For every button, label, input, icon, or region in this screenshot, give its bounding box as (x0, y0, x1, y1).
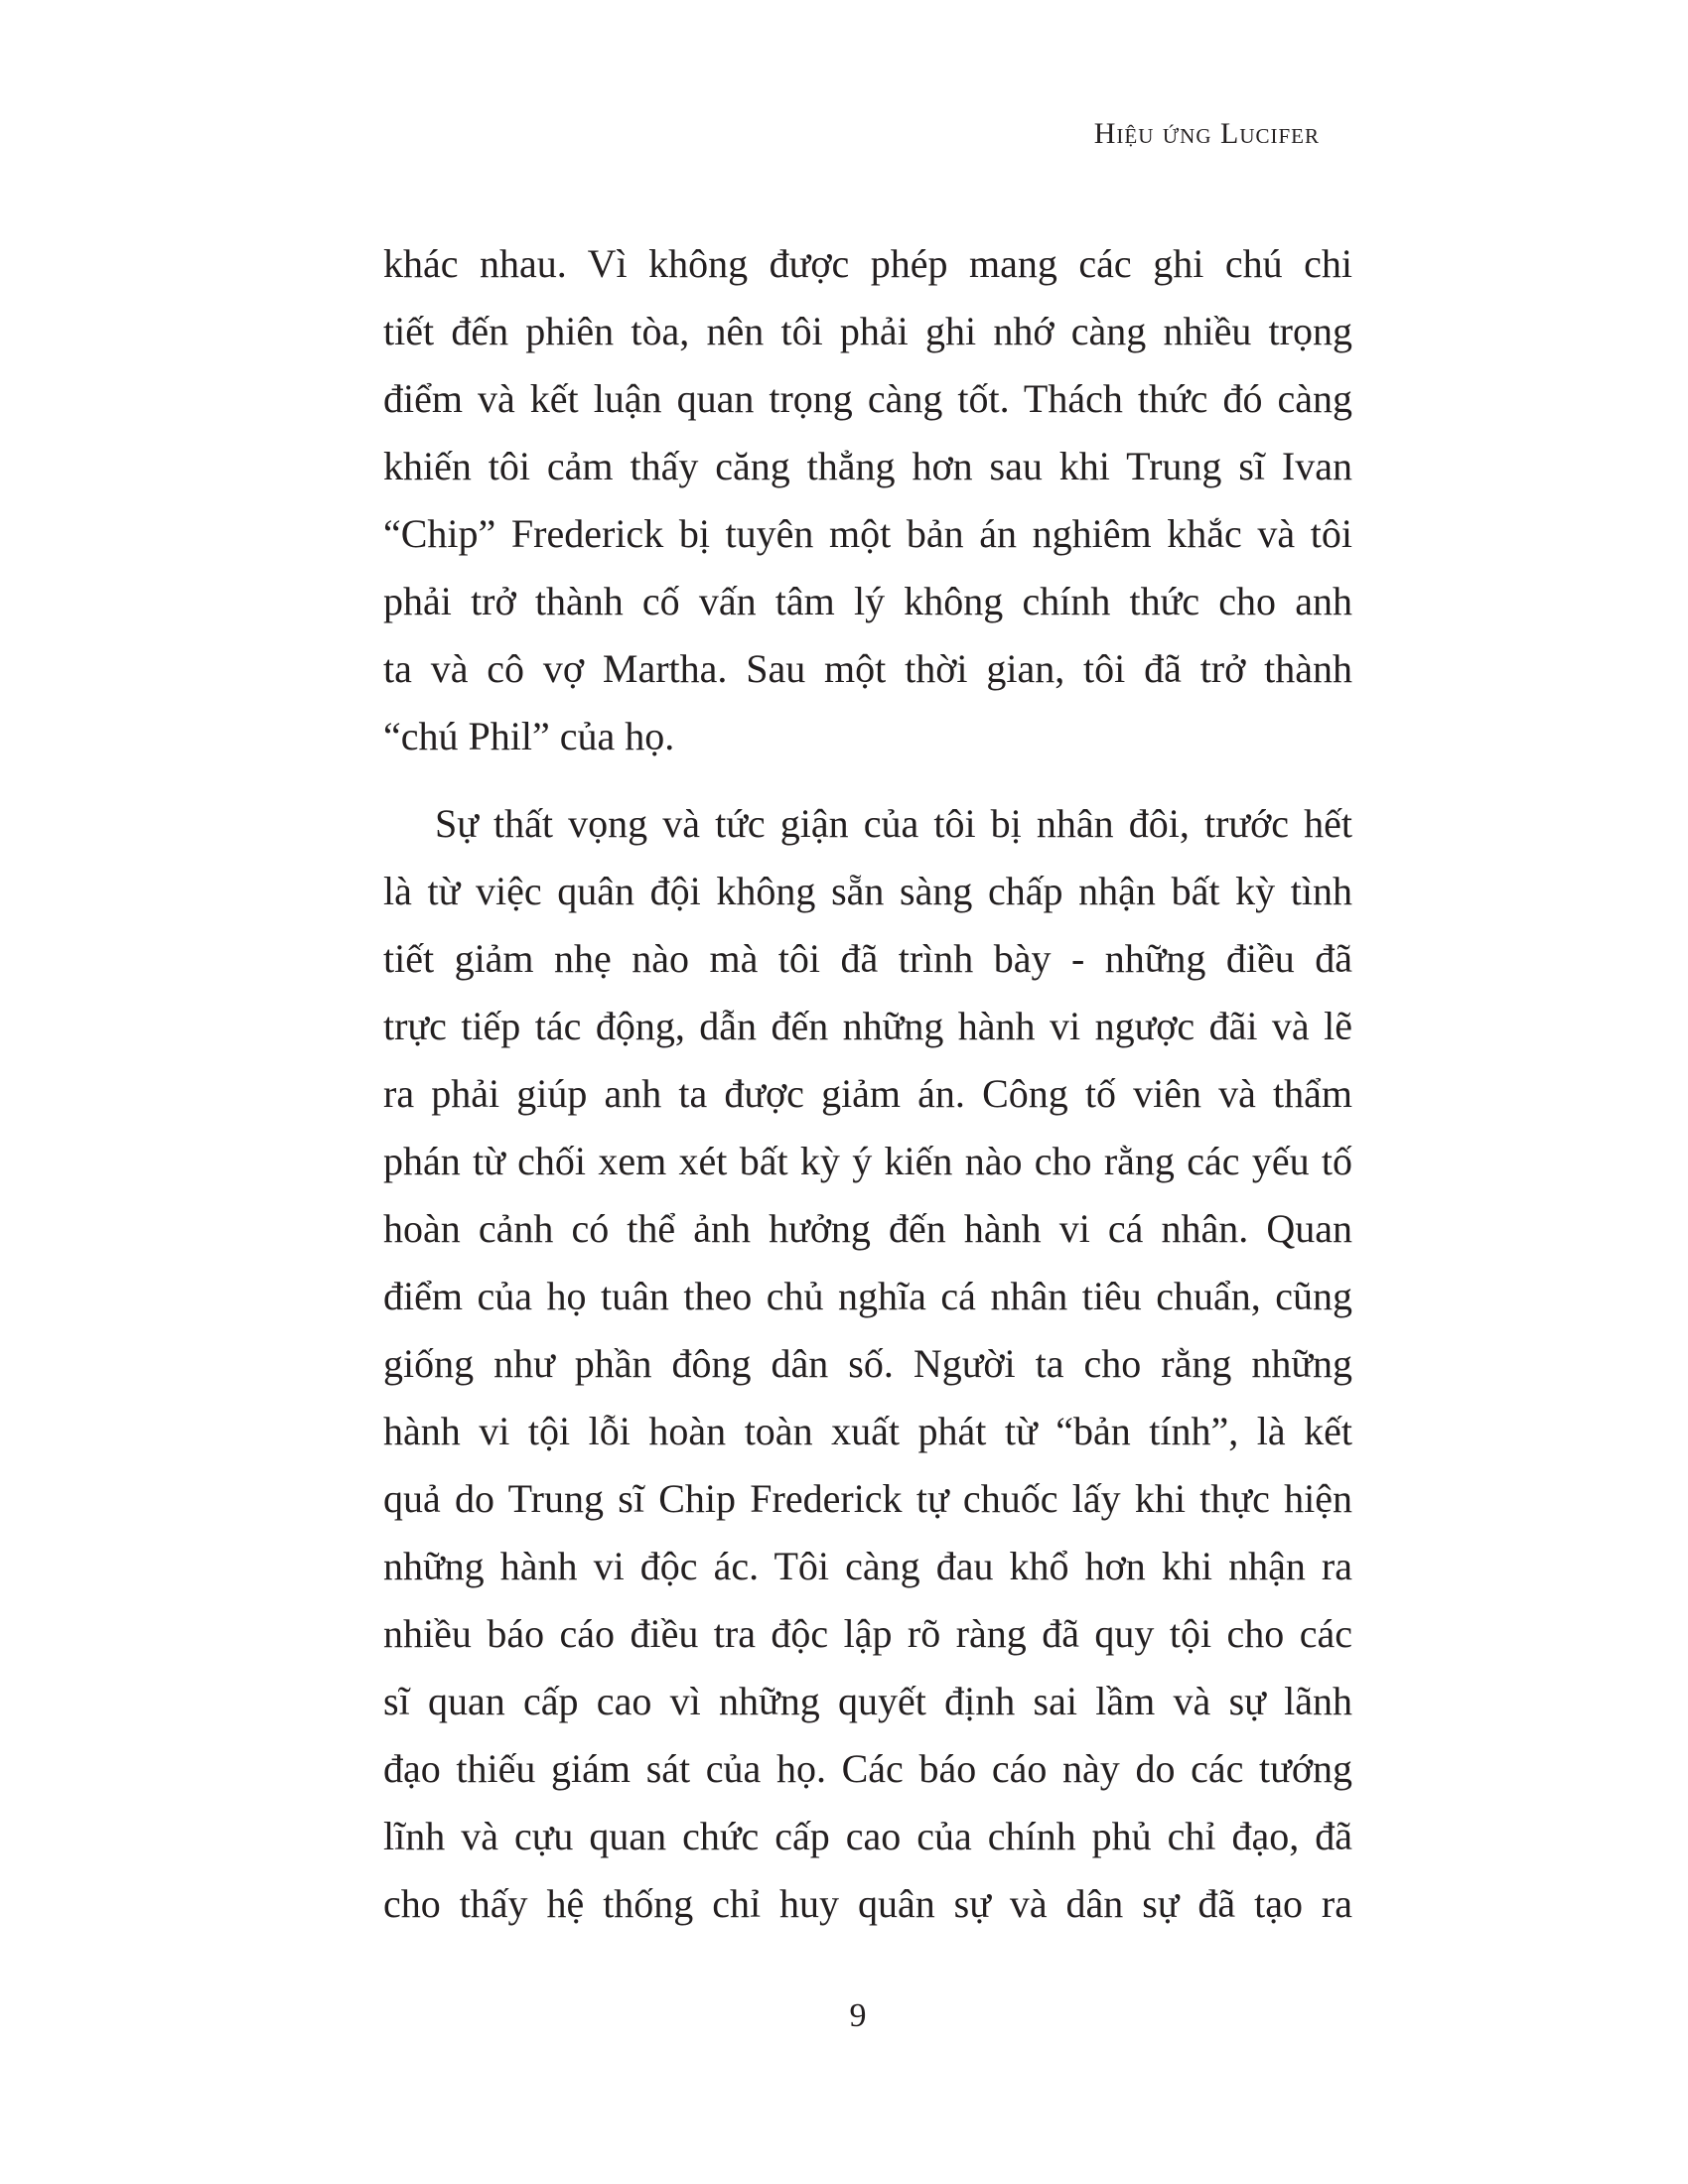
text-line: điểm của họ tuân theo chủ nghĩa cá nhân tiêu chuẩn, cũng (383, 1274, 1352, 1318)
text-line: Sự thất vọng và tức giận của tôi bị nhân đôi, trước hết (435, 801, 1352, 846)
text-line: điểm và kết luận quan trọng càng tốt. Thách thức đó càng (383, 376, 1352, 421)
text-line: phải trở thành cố vấn tâm lý không chính thức cho anh (383, 579, 1352, 623)
text-line: ra phải giúp anh ta được giảm án. Công tố viên và thẩm (383, 1071, 1352, 1116)
body-text (383, 230, 1352, 1958)
text-line: trực tiếp tác động, dẫn đến những hành vi ngược đãi và lẽ (383, 1004, 1352, 1048)
text-line: phán từ chối xem xét bất kỳ ý kiến nào cho rằng các yếu tố (383, 1139, 1352, 1183)
page-number: 9 (849, 1997, 867, 2034)
text-line: là từ việc quân đội không sẵn sàng chấp nhận bất kỳ tình (383, 869, 1352, 913)
text-line: quả do Trung sĩ Chip Frederick tự chuốc lấy khi thực hiện (383, 1476, 1352, 1521)
text-line: cho thấy hệ thống chỉ huy quân sự và dân sự đã tạo ra (383, 1881, 1352, 1926)
text-line: ta và cô vợ Martha. Sau một thời gian, tôi đã trở thành (383, 646, 1352, 691)
text-line: hành vi tội lỗi hoàn toàn xuất phát từ “bản tính”, là kết (383, 1409, 1352, 1453)
text-line: khác nhau. Vì không được phép mang các ghi chú chi (383, 241, 1352, 286)
text-line: “chú Phil” của họ. (383, 714, 675, 758)
text-line: nhiều báo cáo điều tra độc lập rõ ràng đã quy tội cho các (383, 1611, 1352, 1656)
text-line: đạo thiếu giám sát của họ. Các báo cáo này do các tướng (383, 1746, 1352, 1791)
text-line: hoàn cảnh có thể ảnh hưởng đến hành vi cá nhân. Quan (383, 1206, 1352, 1251)
text-line: sĩ quan cấp cao vì những quyết định sai lầm và sự lãnh (383, 1679, 1352, 1723)
text-line: những hành vi độc ác. Tôi càng đau khổ hơn khi nhận ra (383, 1544, 1352, 1588)
running-header: Hiệu ứng Lucifer (1093, 117, 1320, 150)
text-line: lĩnh và cựu quan chức cấp cao của chính phủ chỉ đạo, đã (383, 1814, 1352, 1858)
paragraph-1 (383, 230, 1352, 770)
text-line: khiến tôi cảm thấy căng thẳng hơn sau khi Trung sĩ Ivan (383, 444, 1352, 488)
text-line: tiết đến phiên tòa, nên tôi phải ghi nhớ càng nhiều trọng (383, 309, 1352, 353)
text-line: giống như phần đông dân số. Người ta cho rằng những (383, 1341, 1352, 1386)
text-line: “Chip” Frederick bị tuyên một bản án nghiêm khắc và tôi (383, 511, 1352, 556)
text-line: tiết giảm nhẹ nào mà tôi đã trình bày - những điều đã (383, 936, 1352, 981)
paragraph-2 (383, 790, 1352, 1938)
